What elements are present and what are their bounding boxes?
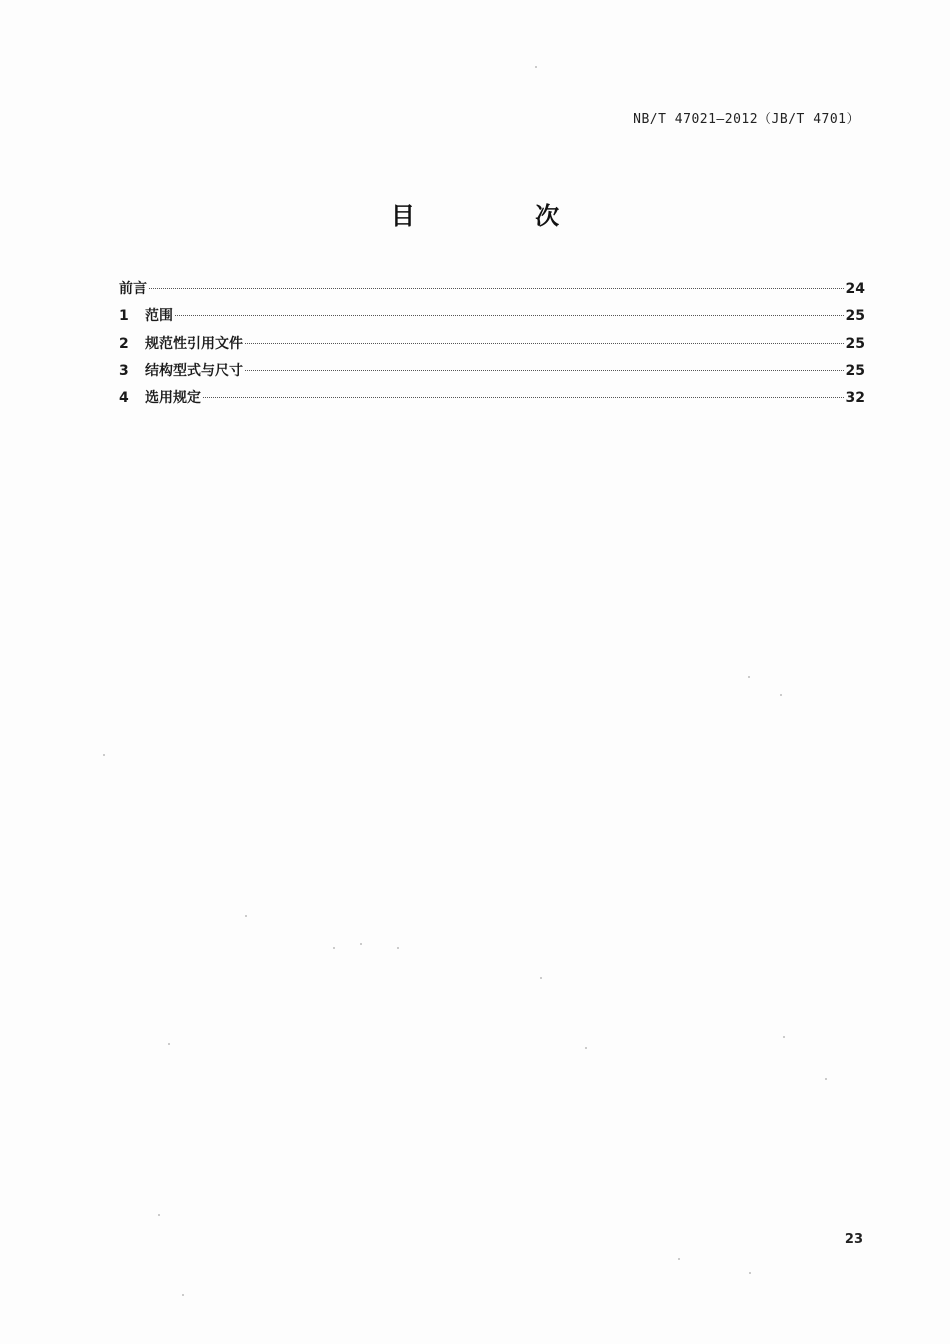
toc-entry-label: 前言: [119, 281, 147, 297]
scan-speck: [540, 977, 542, 979]
standard-code: NB/T 47021—2012（JB/T 4701）: [633, 112, 860, 127]
page-number: 23: [844, 1232, 863, 1247]
toc-entry-selection-rules[interactable]: [119, 387, 865, 414]
toc-entry-scope[interactable]: [119, 305, 865, 332]
toc-entry-label: 结构型式与尺寸: [145, 362, 243, 379]
scan-speck: [360, 943, 362, 945]
scan-speck: [535, 66, 537, 68]
scan-speck: [182, 1294, 184, 1296]
toc-dot-leader: [245, 369, 844, 371]
toc-entry-page: 25: [845, 335, 865, 352]
page-title: 目 次: [390, 202, 616, 230]
toc-entry-number: 4: [119, 390, 129, 407]
toc-entry-page: 32: [845, 390, 865, 407]
scan-speck: [245, 915, 247, 917]
scan-speck: [168, 1043, 170, 1045]
toc-dot-leader: [149, 287, 844, 289]
toc-entry-number: 1: [119, 308, 129, 325]
scan-speck: [397, 947, 399, 949]
toc-entry-preface[interactable]: [119, 278, 865, 305]
scan-speck: [825, 1078, 827, 1080]
scan-speck: [333, 947, 335, 949]
toc-dot-leader: [175, 314, 844, 316]
toc-entry-label: 选用规定: [145, 390, 201, 407]
toc-entry-normative-references[interactable]: [119, 333, 865, 360]
toc-entry-page: 24: [845, 281, 865, 297]
toc-dot-leader: [245, 342, 844, 344]
scan-speck: [748, 676, 750, 678]
scan-speck: [158, 1214, 160, 1216]
scan-speck: [103, 754, 105, 756]
scan-speck: [783, 1036, 785, 1038]
toc-entry-page: 25: [845, 308, 865, 325]
toc-entry-page: 25: [845, 362, 865, 379]
toc-entry-number: 2: [119, 335, 129, 352]
scan-speck: [678, 1258, 680, 1260]
toc-entry-number: 3: [119, 362, 129, 379]
scan-speck: [585, 1047, 587, 1049]
toc-dot-leader: [203, 396, 844, 398]
table-of-contents: [119, 278, 865, 414]
toc-entry-structure-dimensions[interactable]: [119, 360, 865, 387]
toc-entry-label: 范围: [145, 308, 173, 325]
scan-speck: [749, 1272, 751, 1274]
scan-speck: [780, 694, 782, 696]
toc-entry-label: 规范性引用文件: [145, 335, 243, 352]
